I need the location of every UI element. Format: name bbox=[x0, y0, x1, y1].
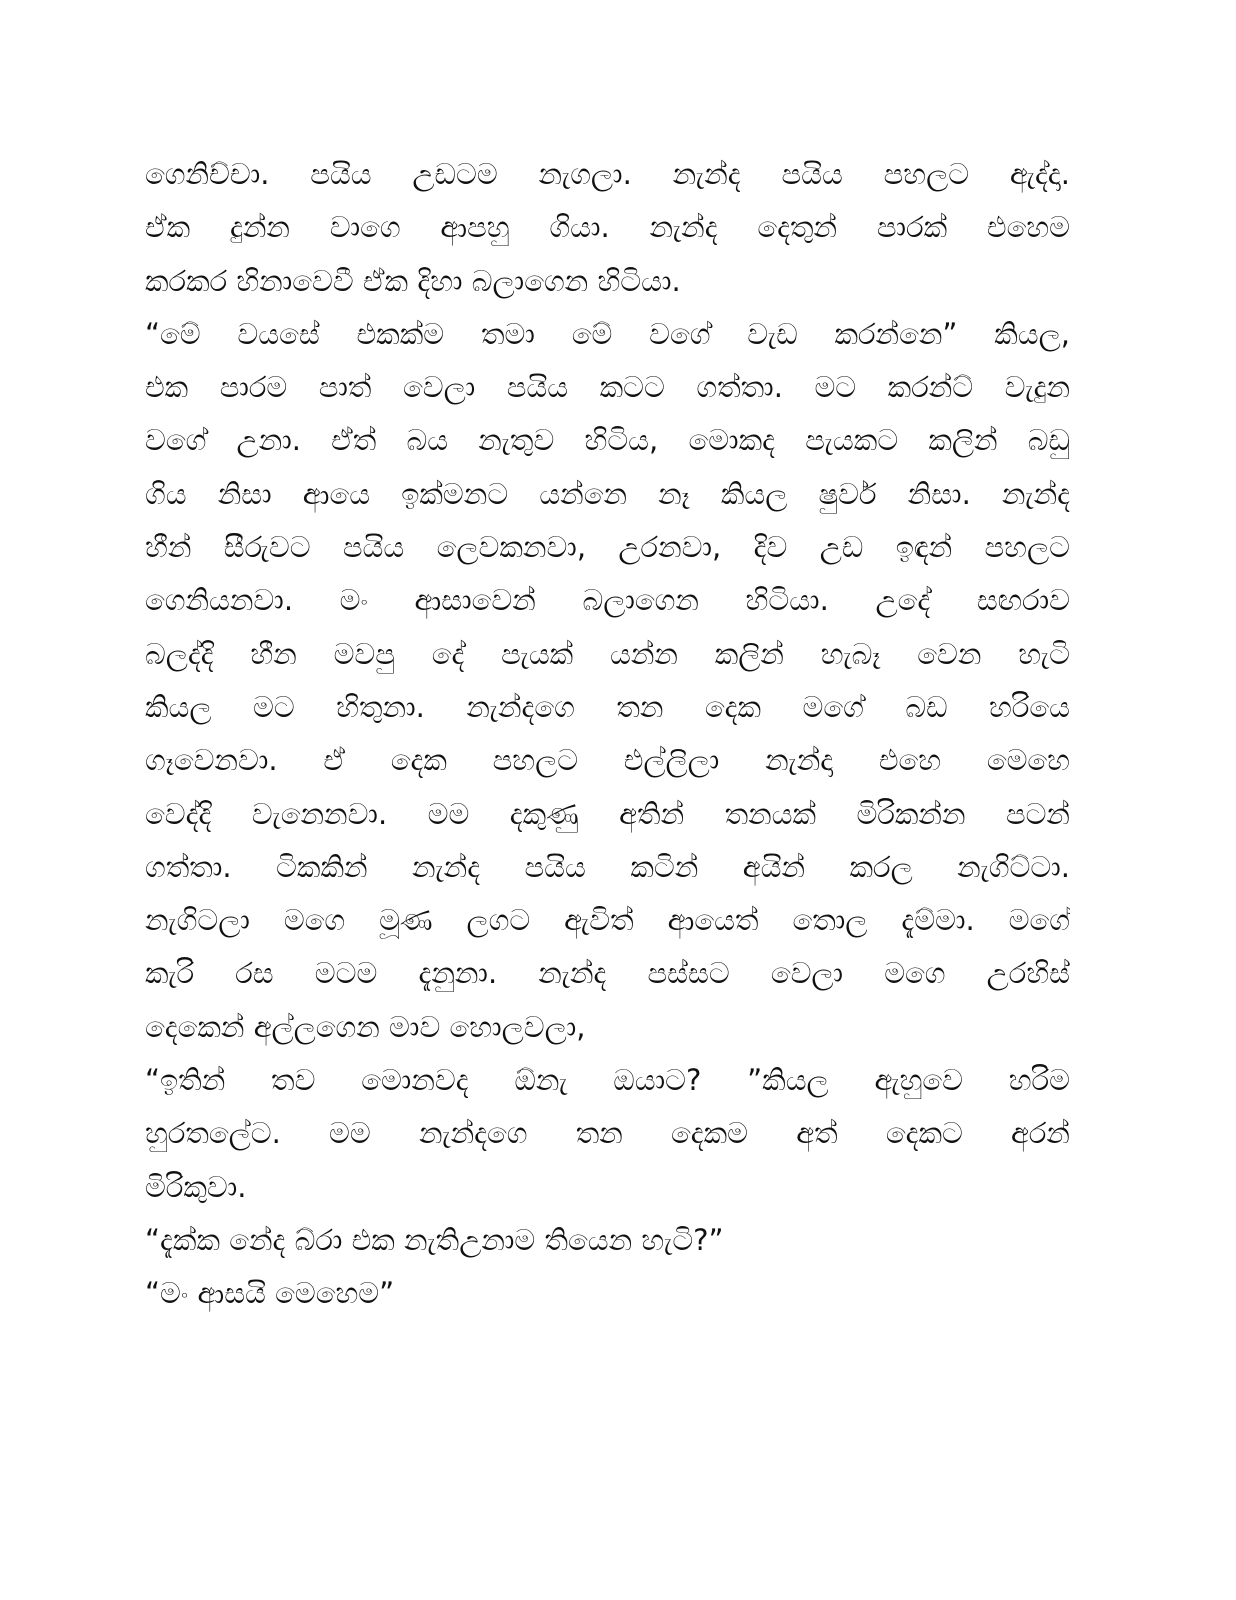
text-line: ගෙනිච්චා. පයිය උඩටම නැගලා. නැන්ද පයිය පහලට ඇද්දා. bbox=[145, 157, 1070, 191]
text-line: ගත්තා. ටිකකින් නැන්ද පයිය කටින් අයින් කරල නැගිට්ටා. bbox=[145, 849, 1070, 884]
text-line: ඒක දුන්න වාගෙ ආපහු ගියා. නැන්ද දෙතුන් පාරක් එහෙම bbox=[145, 210, 1070, 245]
text-line: මිරිකුවා. bbox=[145, 1169, 247, 1204]
text-line: වගේ උනා. ඒත් බය නැතුව හිටිය, මොකද පැයකට කලින් බඩු bbox=[145, 423, 1070, 458]
text-line: හුරතලේට. මම නැන්දගෙ තන දෙකම අත් දෙකට අරන් bbox=[145, 1116, 1070, 1151]
text-line: “මං ආසයි මෙහෙම” bbox=[145, 1276, 395, 1311]
story-text bbox=[145, 148, 1070, 1321]
text-line: නැගිටලා මගෙ මූණ ලගට ඇවිත් ආයෙත් තොල දැම්මා. මගේ bbox=[145, 903, 1070, 938]
text-line: එක පාරම පාත් වෙලා පයිය කටට ගත්තා. මට කරන්ට් වැදුන bbox=[145, 370, 1070, 405]
text-line: වෙද්දි වැනෙනවා. මම දකුණු අතින් තනයක් මිරිකන්න පටන් bbox=[145, 796, 1070, 831]
text-line: දෙකෙන් අල්ලගෙන මාව හොලවලා, bbox=[145, 1009, 586, 1044]
text-line: “ඉතින් තව මොනවද ඕනැ ඔයාට? ”කියල ඇහුවෙ හරිම bbox=[145, 1063, 1070, 1098]
text-line: “මේ වයසේ එකක්ම තමා මේ වගේ වැඩ කරන්නෙ” කියල, bbox=[145, 316, 1070, 351]
text-line: ගෙනියනවා. මං ආසාවෙන් බලාගෙන හිටියා. උදේ සඟරාව bbox=[145, 583, 1070, 618]
text-line: කියල මට හිතුනා. නැන්දගෙ තන දෙක මගේ බඩ හරියෙ bbox=[145, 689, 1070, 724]
text-line: ගිය නිසා ආයෙ ඉක්මනට යන්නෙ නෑ කියල ෂුවර් නිසා. නැන්ද bbox=[145, 476, 1070, 511]
text-line: ගෑවෙනවා. ඒ දෙක පහලට එල්ලිලා නැන්දා එහෙ මෙහෙ bbox=[145, 743, 1070, 778]
text-line: හීන් සීරුවට පයිය ලෙවකනවා, උරනවා, දිව උඩ ඉඳන් පහලට bbox=[145, 530, 1070, 565]
text-line: කරකර හිනාවෙවී ඒක දිහා බලාගෙන හිටියා. bbox=[145, 263, 681, 298]
text-line: බලද්දි හීන මවපු දේ පැයක් යන්න කලින් හැබෑ වෙන හැටි bbox=[145, 636, 1070, 671]
text-line: “දැක්ක නේද බ්රා එක නැතිඋනාම තියෙන හැටි?” bbox=[145, 1222, 724, 1257]
text-line: කැරි රස මටම දැනුනා. නැන්ද පස්සට වෙලා මගෙ උරහිස් bbox=[145, 956, 1070, 991]
